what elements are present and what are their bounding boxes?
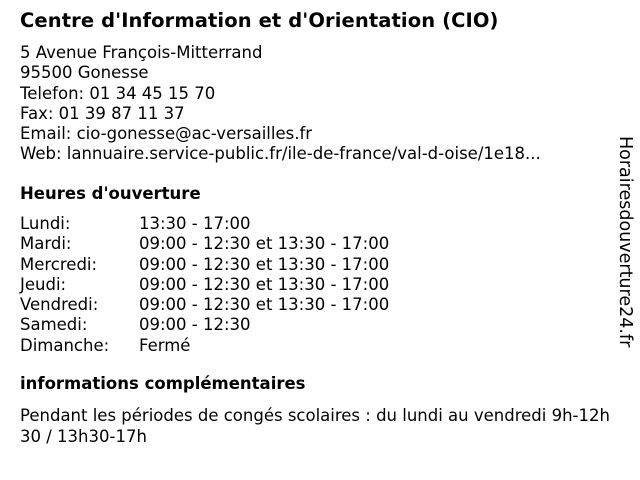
time-value: Fermé bbox=[139, 335, 191, 355]
day-label: Dimanche: bbox=[20, 335, 110, 355]
info-heading: informations complémentaires bbox=[20, 374, 306, 393]
info-text: Pendant les périodes de congés scolaires : du lundi au vendredi 9h-12h30 / 13h30-17h bbox=[20, 406, 610, 446]
street-address: 5 Avenue François-Mitterrand bbox=[20, 43, 263, 62]
page-title: Centre d'Information et d'Orientation (CIO) bbox=[20, 9, 499, 32]
day-label: Jeudi: bbox=[20, 274, 67, 294]
day-label: Samedi: bbox=[20, 315, 88, 335]
phone-number: Telefon: 01 34 45 15 70 bbox=[20, 83, 216, 103]
time-value: 09:00 - 12:30 et 13:30 - 17:00 bbox=[139, 234, 390, 254]
day-label: Vendredi: bbox=[20, 295, 99, 315]
email-address: Email: cio-gonesse@ac-versailles.fr bbox=[20, 124, 313, 144]
day-label: Mercredi: bbox=[20, 254, 98, 274]
time-value: 09:00 - 12:30 et 13:30 - 17:00 bbox=[139, 274, 390, 294]
contact-block bbox=[20, 43, 541, 165]
site-watermark: Horairesdouverture24.fr bbox=[615, 136, 635, 348]
time-value: 09:00 - 12:30 bbox=[139, 315, 251, 335]
day-label: Mardi: bbox=[20, 234, 72, 254]
fax-number: Fax: 01 39 87 11 37 bbox=[20, 103, 185, 123]
day-label: Lundi: bbox=[20, 214, 71, 233]
time-value: 13:30 - 17:00 bbox=[139, 214, 251, 233]
city-postal: 95500 Gonesse bbox=[20, 63, 149, 83]
time-value: 09:00 - 12:30 et 13:30 - 17:00 bbox=[139, 295, 390, 315]
hours-heading: Heures d'ouverture bbox=[20, 184, 201, 203]
time-value: 09:00 - 12:30 et 13:30 - 17:00 bbox=[139, 254, 390, 274]
website-url: Web: lannuaire.service-public.fr/ile-de-france/val-d-oise/1e18... bbox=[20, 144, 541, 164]
